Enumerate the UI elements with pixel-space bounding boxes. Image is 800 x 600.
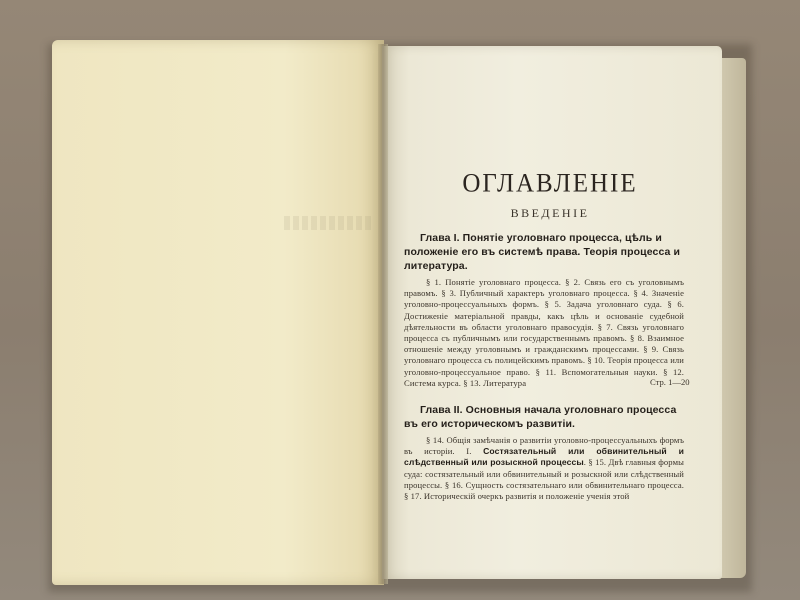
section-title: ВВЕДЕНІЕ (510, 206, 590, 220)
chapter-2-body (404, 435, 684, 502)
chapter-1-heading: Глава I. Понятіе уголовнаго процесса, цѣль и положеніе его въ системѣ права. Теорія процесса и литература. (404, 232, 681, 272)
table-of-contents (404, 170, 684, 506)
chapter-2-bold-term: Состязательный или обвинительный и слѣдственный или розыскной процессы (404, 446, 684, 468)
book-gutter (378, 44, 388, 584)
left-page-blank (52, 40, 384, 585)
chapter-2-body-start: § 14. Общія замѣчанія о развитіи уголовно-процессуальныхъ формъ въ исторіи. I. (404, 435, 684, 457)
chapter-2-body-rest: . § 15. Двѣ главныя формы суда: состязательный или обвинительный и розыскной или слѣдственный процессы. § 16. Сущность состязательнаго или обвинительнаго процесса. § 17. Историческій очеркъ развитія и положеніе ученія этой (404, 457, 684, 502)
chapter-1-page-ref: Стр. 1—20 (650, 377, 690, 387)
chapter-2-heading: Глава II. Основныя начала уголовнаго процесса въ его историческомъ развитіи. (404, 404, 677, 431)
show-through-bleed (284, 216, 374, 230)
chapter-1-body: § 1. Понятіе уголовнаго процесса. § 2. Связь его съ уголовнымъ правомъ. § 3. Публичный характеръ уголовнаго процесса. § 4. Значеніе уголовно-процессуальныхъ формъ. § 5. Задача уголовнаго суда. § 6. Достиженіе матеріальной правды, какъ цѣль и основаніе судебной дѣятельности въ области уголовнаго правосудія. § 7. Связь уголовнаго процесса съ публичнымъ или государственнымъ правомъ. § 8. Взаимное отношеніе между уголовнымъ и гражданскимъ процессами. § 9. Связь уголовнаго процесса съ полицейскимъ правомъ. § 10. Теорія процесса или уголовно-процессуальное право. § 11. Вспомогательныя науки. § 12. Система курса. § 13. Литература (404, 277, 685, 388)
page-title: ОГЛАВЛЕНІЕ (462, 169, 638, 198)
